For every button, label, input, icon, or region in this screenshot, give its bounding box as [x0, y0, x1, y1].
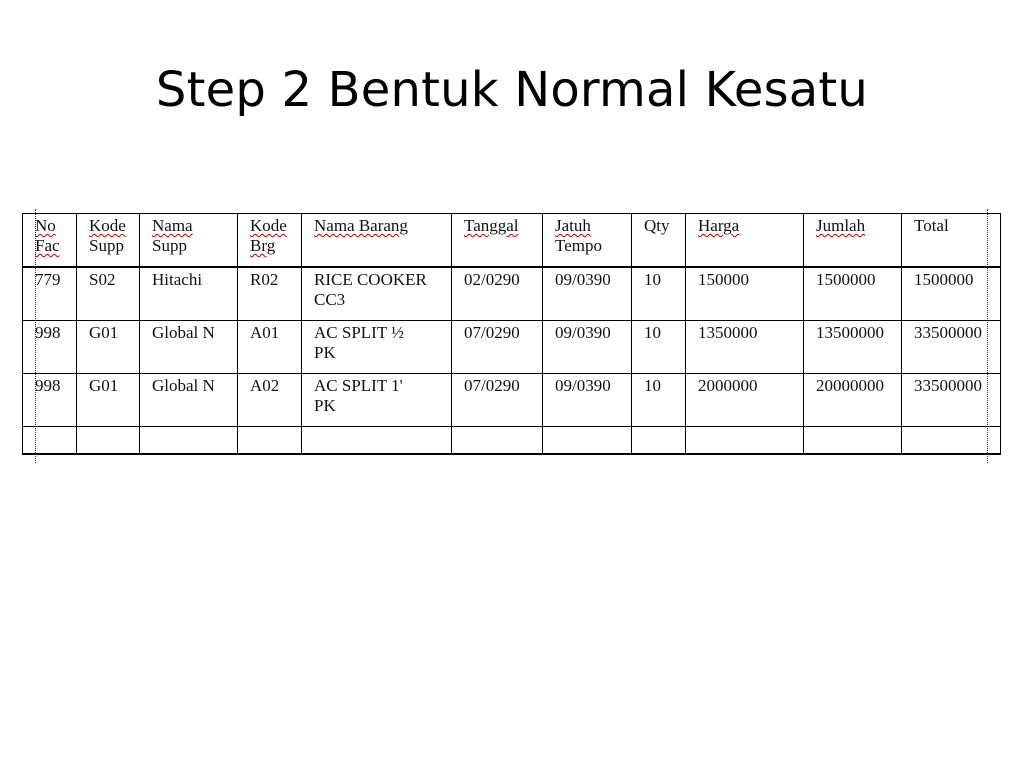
- header-jumlah: Jumlah: [804, 214, 902, 268]
- cell-kode-supp: G01: [77, 321, 140, 374]
- cell-harga: 150000: [686, 267, 804, 321]
- table-header-row: [23, 214, 1001, 268]
- cell-total: 1500000: [902, 267, 1001, 321]
- cell-kode-supp: G01: [77, 374, 140, 427]
- cell-jatuh-tempo: 09/0390: [543, 267, 632, 321]
- empty-cell: [543, 427, 632, 455]
- table-row-empty: [23, 427, 1001, 455]
- empty-cell: [452, 427, 543, 455]
- cell-harga: 1350000: [686, 321, 804, 374]
- header-nama-barang: Nama Barang: [302, 214, 452, 268]
- empty-cell: [302, 427, 452, 455]
- cell-tanggal: 07/0290: [452, 321, 543, 374]
- cell-qty: 10: [632, 374, 686, 427]
- table-row: [23, 374, 1001, 427]
- header-jatuh-tempo: Jatuh Tempo: [543, 214, 632, 268]
- header-qty: Qty: [632, 214, 686, 268]
- header-total: Total: [902, 214, 1001, 268]
- cell-tanggal: 07/0290: [452, 374, 543, 427]
- slide-title: Step 2 Bentuk Normal Kesatu: [155, 62, 869, 118]
- cell-jatuh-tempo: 09/0390: [543, 321, 632, 374]
- cell-jumlah: 1500000: [804, 267, 902, 321]
- cell-harga: 2000000: [686, 374, 804, 427]
- cell-no-fac: 779: [23, 267, 77, 321]
- cell-jumlah: 20000000: [804, 374, 902, 427]
- cell-qty: 10: [632, 267, 686, 321]
- header-nama-supp: Nama Supp: [140, 214, 238, 268]
- empty-cell: [238, 427, 302, 455]
- empty-cell: [686, 427, 804, 455]
- empty-cell: [804, 427, 902, 455]
- header-kode-supp: Kode Supp: [77, 214, 140, 268]
- cell-nama-supp: Global N: [140, 321, 238, 374]
- dotted-margin-guide-left: [35, 209, 36, 463]
- cell-nama-barang: AC SPLIT ½ PK: [302, 321, 452, 374]
- cell-jatuh-tempo: 09/0390: [543, 374, 632, 427]
- empty-cell: [23, 427, 77, 455]
- cell-jumlah: 13500000: [804, 321, 902, 374]
- cell-total: 33500000: [902, 321, 1001, 374]
- cell-total: 33500000: [902, 374, 1001, 427]
- cell-nama-barang: AC SPLIT 1' PK: [302, 374, 452, 427]
- header-harga: Harga: [686, 214, 804, 268]
- header-kode-brg: Kode Brg: [238, 214, 302, 268]
- normal-form-table: [22, 213, 1001, 455]
- empty-cell: [77, 427, 140, 455]
- cell-nama-barang: RICE COOKER CC3: [302, 267, 452, 321]
- cell-no-fac: 998: [23, 374, 77, 427]
- cell-tanggal: 02/0290: [452, 267, 543, 321]
- cell-nama-supp: Global N: [140, 374, 238, 427]
- cell-no-fac: 998: [23, 321, 77, 374]
- table-row: [23, 321, 1001, 374]
- table-figure: [22, 213, 1000, 459]
- cell-kode-brg: A02: [238, 374, 302, 427]
- cell-kode-brg: A01: [238, 321, 302, 374]
- header-no-fac: No Fac: [23, 214, 77, 268]
- dotted-margin-guide-right: [987, 209, 988, 463]
- empty-cell: [632, 427, 686, 455]
- cell-kode-brg: R02: [238, 267, 302, 321]
- cell-qty: 10: [632, 321, 686, 374]
- cell-nama-supp: Hitachi: [140, 267, 238, 321]
- empty-cell: [140, 427, 238, 455]
- header-tanggal: Tanggal: [452, 214, 543, 268]
- empty-cell: [902, 427, 1001, 455]
- table-row: [23, 267, 1001, 321]
- cell-kode-supp: S02: [77, 267, 140, 321]
